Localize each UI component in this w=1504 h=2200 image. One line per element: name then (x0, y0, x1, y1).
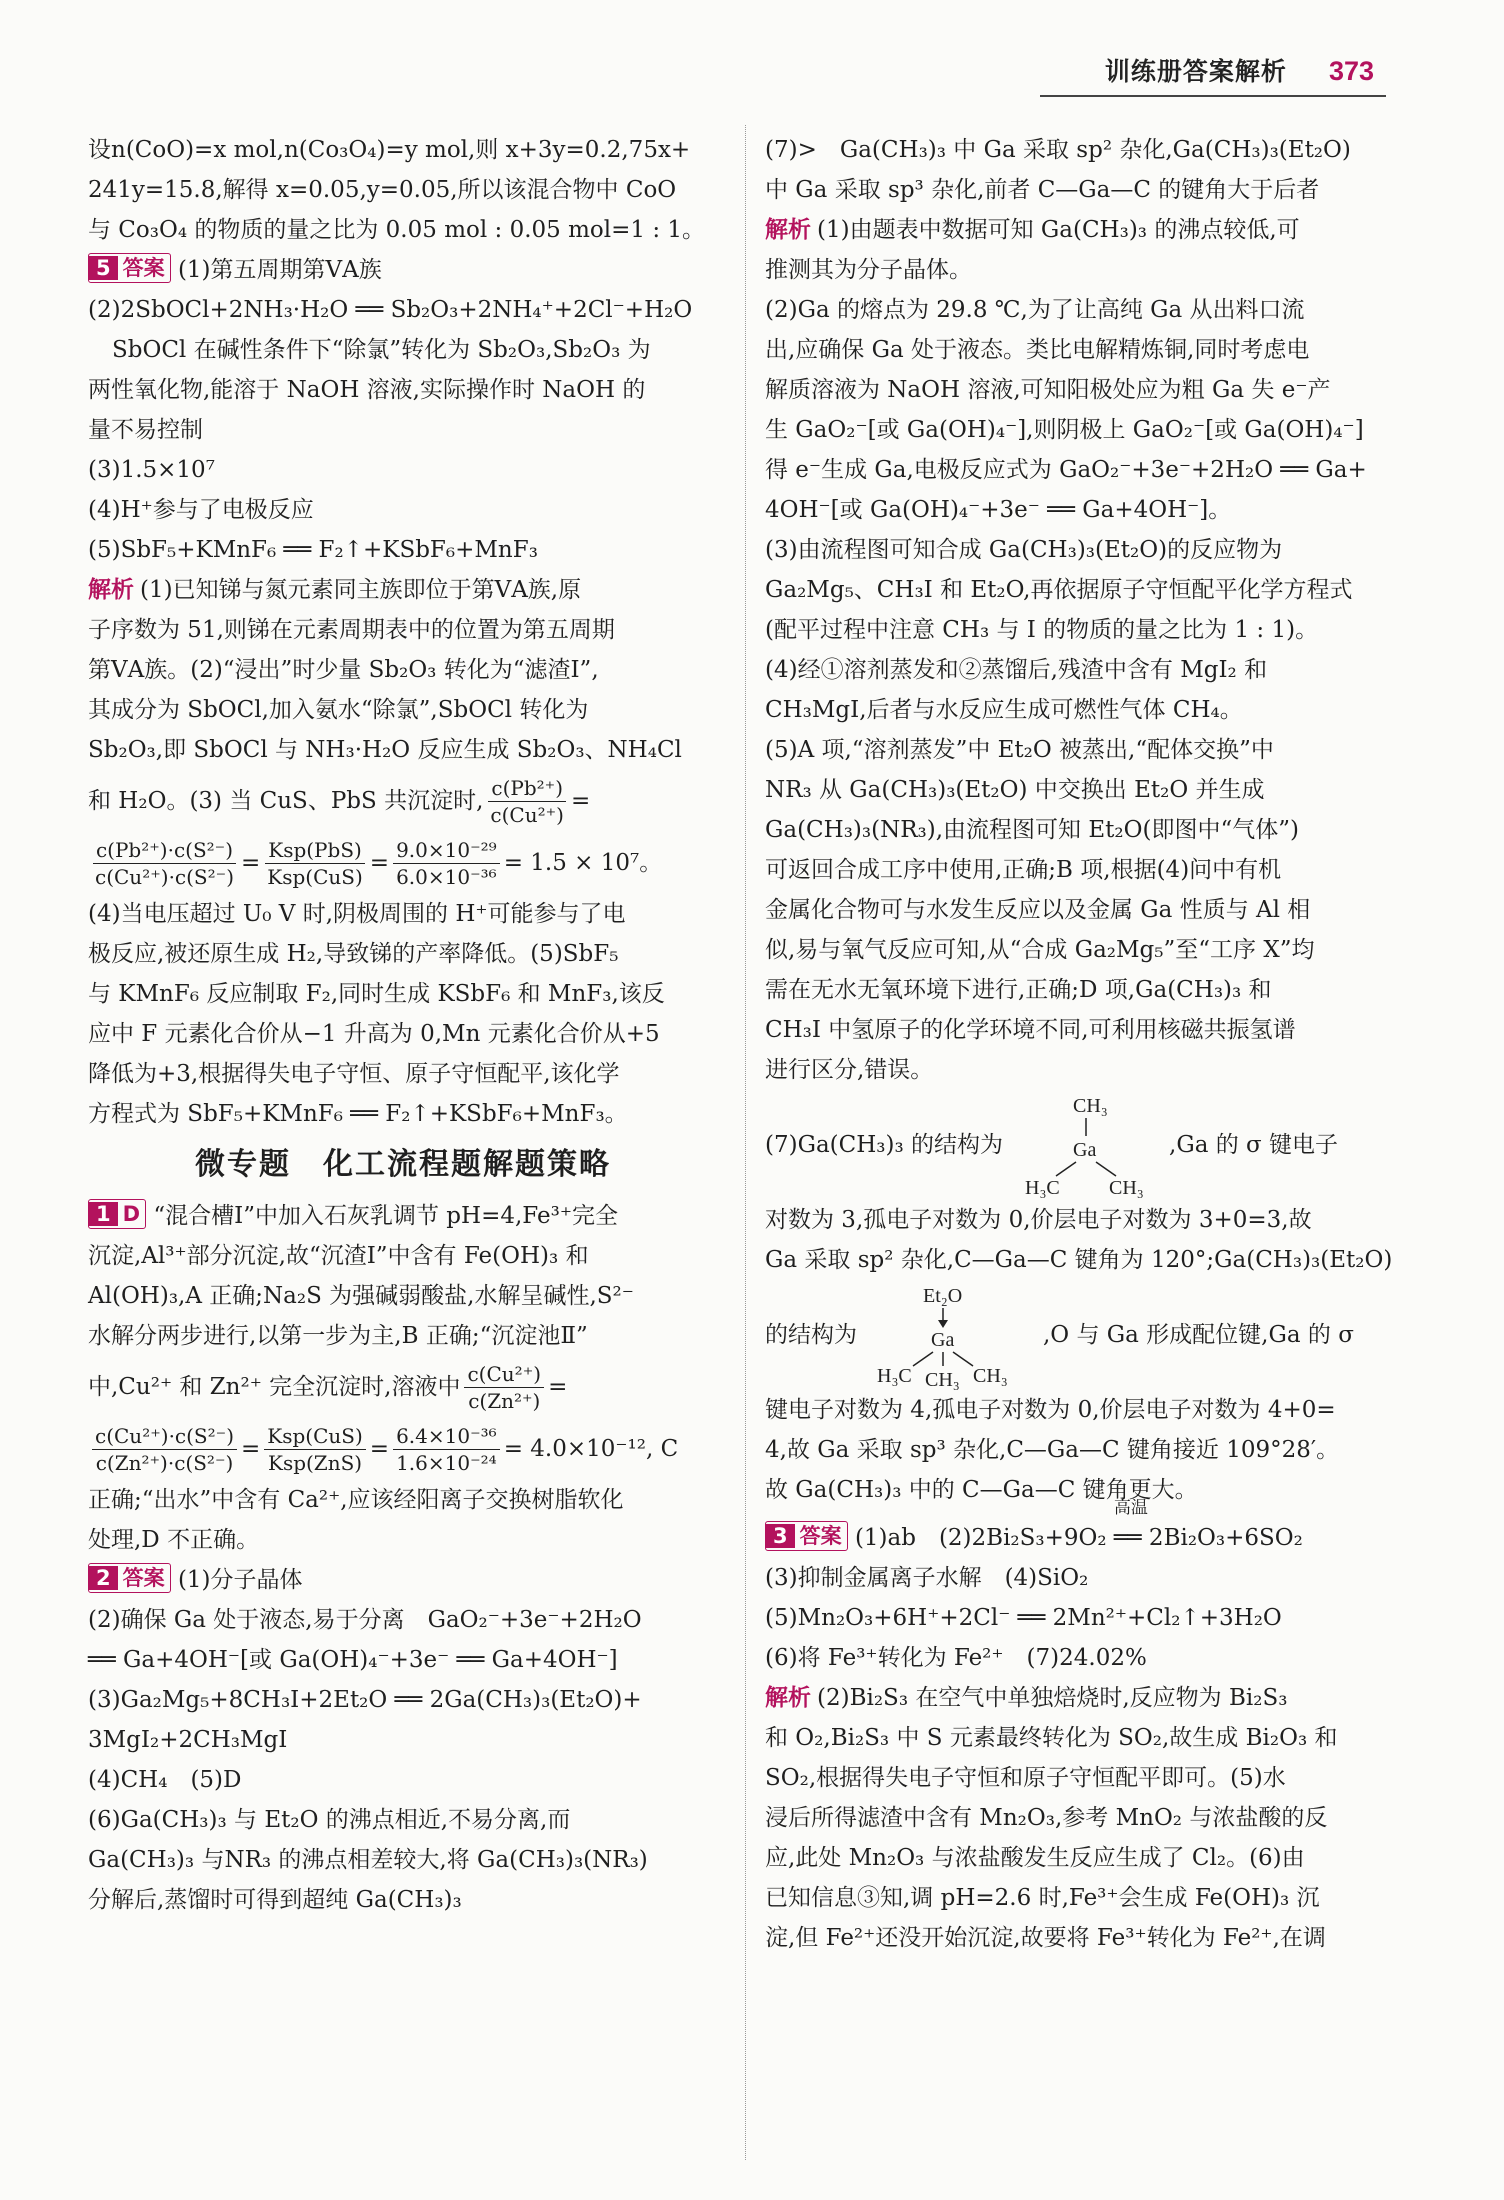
fraction: $\frac{\text{9.0×10⁻²⁹}}{\text{6.0×10⁻³⁶}}$ (393, 837, 500, 890)
text-line: CH₃I 中氢原子的化学环境不同,可利用核磁共振氢谱 (765, 1017, 1296, 1043)
text-line: (6)将 Fe³⁺转化为 Fe²⁺ (7)24.02% (765, 1645, 1147, 1671)
answer-5-line (88, 250, 718, 290)
structure-line-gaMe3-et2o: 的结构为 Et₂O Ga H₃C CH₃ CH₃ ,O 与 Ga 形成配位键,Ga 的 σ (765, 1280, 1395, 1390)
text-line: 第ⅤA族。(2)“浸出”时少量 Sb₂O₃ 转化为“滤渣Ⅰ”, (88, 657, 599, 683)
text-line: 与 KMnF₆ 反应制取 F₂,同时生成 KSbF₆ 和 MnF₃,该反 (88, 981, 665, 1007)
text-line: 与 Co₃O₄ 的物质的量之比为 0.05 mol : 0.05 mol=1 : 1。 (88, 217, 706, 243)
fraction-line: 和 H₂O。(3) 当 CuS、PbS 共沉淀时, $\frac{\text{c(Pb²⁺)}}{\text{c(Cu²⁺)}}$ = (88, 775, 591, 827)
text-line: 淀,但 Fe²⁺还没开始沉淀,故要将 Fe³⁺转化为 Fe²⁺,在调 (765, 1925, 1326, 1951)
header-rule (1040, 95, 1386, 97)
text-line: 键电子对数为 4,孤电子对数为 0,价层电子对数为 4+0= (765, 1397, 1336, 1423)
analysis-label: 解析 (88, 577, 134, 603)
question-1-line: 1 D “混合槽Ⅰ”中加入石灰乳调节 pH=4,Fe³⁺完全 (88, 1196, 718, 1236)
text-line: Al(OH)₃,A 正确;Na₂S 为强碱弱酸盐,水解呈碱性,S²⁻ (88, 1283, 634, 1309)
text-line: SO₂,根据得失电子守恒和原子守恒配平即可。(5)水 (765, 1765, 1286, 1791)
text-line: 和 O₂,Bi₂S₃ 中 S 元素最终转化为 SO₂,故生成 Bi₂O₃ 和 (765, 1725, 1338, 1751)
analysis-5-line: 解析 (1)已知锑与氮元素同主族即位于第ⅤA族,原 (88, 577, 582, 603)
text-line: (2)确保 Ga 处于液态,易于分离 GaO₂⁻+3e⁻+2H₂O (88, 1607, 642, 1633)
fraction-line: $\frac{\text{c(Pb²⁺)·c(S²⁻)}}{\text{c(Cu²⁺)·c(S²⁻)}}$ = $\frac{\text{Ksp(PbS)}}{\text{Ksp(CuS)}}$ = $\frac{\text{9.0×10⁻²⁹}}{\text{6.0×10⁻³⁶}}$ = 1.5 × 10⁷。 (88, 832, 718, 894)
text-line: 水解分两步进行,以第一步为主,B 正确;“沉淀池Ⅱ” (88, 1323, 588, 1349)
section-title: 微专题 化工流程题解题策略 (195, 1147, 611, 1182)
svg-text:CH₃: CH₃ (925, 1369, 960, 1391)
text-line: 故 Ga(CH₃)₃ 中的 C—Ga—C 键角更大。 (765, 1477, 1198, 1503)
text-line: (3)1.5×10⁷ (88, 457, 215, 483)
svg-text:H₃C: H₃C (1025, 1177, 1060, 1199)
svg-text:H₃C: H₃C (877, 1365, 912, 1387)
text-line: (4)H⁺参与了电极反应 (88, 497, 314, 523)
answer-3-line: 3 答案 (1)ab (2)2Bi₂S₃+9O₂ 高温 ══ 2Bi₂O₃+6SO₂ (765, 1518, 1395, 1558)
left-column (88, 130, 718, 1920)
text-line: Ga₂Mg₅、CH₃I 和 Et₂O,再依据原子守恒配平化学方程式 (765, 577, 1353, 603)
text-line: 生 GaO₂⁻[或 Ga(OH)₄⁻],则阴极上 GaO₂⁻[或 Ga(OH)₄⁻] (765, 417, 1364, 443)
structure-line-gaMe3: (7)Ga(CH₃)₃ 的结构为 CH₃ Ga H₃C CH₃ ,Ga 的 σ 键电子 (765, 1090, 1395, 1200)
fraction: $\frac{\text{c(Pb²⁺)·c(S²⁻)}}{\text{c(Cu²⁺)·c(S²⁻)}}$ (92, 837, 237, 890)
text-line: CH₃MgI,后者与水反应生成可燃性气体 CH₄。 (765, 697, 1243, 723)
svg-text:CH₃: CH₃ (1109, 1177, 1144, 1199)
right-column (765, 130, 1395, 1958)
text-line: Ga(CH₃)₃(NR₃),由流程图可知 Et₂O(即图中“气体”) (765, 817, 1299, 843)
text-line: 子序数为 51,则锑在元素周期表中的位置为第五周期 (88, 617, 615, 643)
analysis-label: 解析 (765, 1685, 811, 1711)
text-line: (2)2SbOCl+2NH₃·H₂O ══ Sb₂O₃+2NH₄⁺+2Cl⁻+H₂O (88, 297, 693, 323)
svg-text:CH₃: CH₃ (1073, 1095, 1108, 1117)
text-line: (5)SbF₅+KMnF₆ ══ F₂↑+KSbF₆+MnF₃ (88, 537, 538, 563)
text-line: Sb₂O₃,即 SbOCl 与 NH₃·H₂O 反应生成 Sb₂O₃、NH₄Cl (88, 737, 682, 763)
text-line: 其成分为 SbOCl,加入氨水“除氯”,SbOCl 转化为 (88, 697, 589, 723)
column-divider (745, 125, 746, 2160)
fraction-line: $\frac{\text{c(Cu²⁺)·c(S²⁻)}}{\text{c(Zn²⁺)·c(S²⁻)}}$ = $\frac{\text{Ksp(CuS)}}{\text{Ksp(ZnS)}}$ = $\frac{\text{6.4×10⁻³⁶}}{\text{1.6×10⁻²⁴}}$ = 4.0×10⁻¹², C (88, 1418, 718, 1480)
text-line: 推测其为分子晶体。 (765, 257, 972, 283)
svg-text:CH₃: CH₃ (973, 1365, 1008, 1387)
text-line: (4)当电压超过 U₀ V 时,阴极周围的 H⁺可能参与了电 (88, 901, 626, 927)
text-line: (1)第五周期第ⅤA族 (177, 257, 382, 283)
fraction: $\frac{\text{c(Pb²⁺)}}{\text{c(Cu²⁺)}}$ (487, 775, 567, 828)
text-line: 进行区分,错误。 (765, 1057, 934, 1083)
answer-badge: 3 答案 (765, 1521, 848, 1551)
answer-badge: 1 D (88, 1199, 146, 1229)
text-line: 对数为 3,孤电子对数为 0,价层电子对数为 3+0=3,故 (765, 1207, 1312, 1233)
analysis-label: 解析 (765, 217, 811, 243)
text-line: (3)由流程图可知合成 Ga(CH₃)₃(Et₂O)的反应物为 (765, 537, 1283, 563)
text-line: (5)Mn₂O₃+6H⁺+2Cl⁻ ══ 2Mn²⁺+Cl₂↑+3H₂O (765, 1605, 1282, 1631)
text-line: (7)> Ga(CH₃)₃ 中 Ga 采取 sp² 杂化,Ga(CH₃)₃(Et₂O) (765, 137, 1351, 163)
text-line: (5)A 项,“溶剂蒸发”中 Et₂O 被蒸出,“配体交换”中 (765, 737, 1274, 763)
text-line: (2)Ga 的熔点为 29.8 ℃,为了让高纯 Ga 从出料口流 (765, 297, 1305, 323)
text-line: NR₃ 从 Ga(CH₃)₃(Et₂O) 中交换出 Et₂O 并生成 (765, 777, 1265, 803)
text-line: 量不易控制 (88, 417, 203, 443)
analysis-2-line: 解析 (1)由题表中数据可知 Ga(CH₃)₃ 的沸点较低,可 (765, 217, 1300, 243)
text-line: 3MgI₂+2CH₃MgI (88, 1727, 288, 1753)
fraction-line: 中,Cu²⁺ 和 Zn²⁺ 完全沉淀时,溶液中 $\frac{\text{c(Cu²⁺)}}{\text{c(Zn²⁺)}}$ = (88, 1361, 568, 1413)
fraction: $\frac{\text{Ksp(CuS)}}{\text{Ksp(ZnS)}}$ (264, 1423, 366, 1476)
text-line: 分解后,蒸馏时可得到超纯 Ga(CH₃)₃ (88, 1887, 462, 1913)
text-line: (6)Ga(CH₃)₃ 与 Et₂O 的沸点相近,不易分离,而 (88, 1807, 571, 1833)
text-line: (4)经①溶剂蒸发和②蒸馏后,残渣中含有 MgI₂ 和 (765, 657, 1268, 683)
svg-text:Ga: Ga (1073, 1139, 1097, 1161)
text-line: (4)CH₄ (5)D (88, 1767, 242, 1793)
text-line: 浸后所得滤渣中含有 Mn₂O₃,参考 MnO₂ 与浓盐酸的反 (765, 1805, 1328, 1831)
page-number: 373 (1328, 56, 1374, 86)
text-line: 方程式为 SbF₅+KMnF₆ ══ F₂↑+KSbF₆+MnF₃。 (88, 1101, 628, 1127)
text-line: Ga(CH₃)₃ 与NR₃ 的沸点相差较大,将 Ga(CH₃)₃(NR₃) (88, 1847, 648, 1873)
page-header (1105, 52, 1374, 88)
header-title: 训练册答案解析 (1104, 57, 1287, 86)
text-line: 应中 F 元素化合价从−1 升高为 0,Mn 元素化合价从+5 (88, 1021, 660, 1047)
text-line: 可返回合成工序中使用,正确;B 项,根据(4)问中有机 (765, 857, 1282, 883)
text-line: 中 Ga 采取 sp³ 杂化,前者 C—Ga—C 的键角大于后者 (765, 177, 1320, 203)
text-line: 4,故 Ga 采取 sp³ 杂化,C—Ga—C 键角接近 109°28′。 (765, 1437, 1340, 1463)
text-line: 需在无水无氧环境下进行,正确;D 项,Ga(CH₃)₃ 和 (765, 977, 1272, 1003)
reaction-condition: 高温 ══ (1113, 1498, 1148, 1551)
text-line: 金属化合物可与水发生反应以及金属 Ga 性质与 Al 相 (765, 897, 1311, 923)
text-line: 处理,D 不正确。 (88, 1527, 260, 1553)
text-line: 两性氧化物,能溶于 NaOH 溶液,实际操作时 NaOH 的 (88, 377, 646, 403)
text-line: ══ Ga+4OH⁻[或 Ga(OH)₄⁻+3e⁻ ══ Ga+4OH⁻] (88, 1647, 618, 1673)
text-line: 已知信息③知,调 pH=2.6 时,Fe³⁺会生成 Fe(OH)₃ 沉 (765, 1885, 1320, 1911)
text-line: 应,此处 Mn₂O₃ 与浓盐酸发生反应生成了 Cl₂。(6)由 (765, 1845, 1305, 1871)
text-line: 正确;“出水”中含有 Ca²⁺,应该经阳离子交换树脂软化 (88, 1487, 624, 1513)
ga-ch3-3-et2o-structure (875, 1282, 1025, 1391)
text-line: 似,易与氧气反应可知,从“合成 Ga₂Mg₅”至“工序 X”均 (765, 937, 1315, 963)
answer-badge: 2 答案 (88, 1563, 171, 1593)
fraction: $\frac{\text{c(Cu²⁺)·c(S²⁻)}}{\text{c(Zn²⁺)·c(S²⁻)}}$ (92, 1423, 237, 1476)
analysis-3-line: 解析 (2)Bi₂S₃ 在空气中单独焙烧时,反应物为 Bi₂S₃ (765, 1685, 1288, 1711)
svg-text:Et₂O: Et₂O (923, 1285, 963, 1307)
text-line: 极反应,被还原生成 H₂,导致锑的产率降低。(5)SbF₅ (88, 941, 619, 967)
fraction: $\frac{\text{c(Cu²⁺)}}{\text{c(Zn²⁺)}}$ (464, 1361, 544, 1414)
svg-text:Ga: Ga (931, 1329, 955, 1351)
answer-badge: 5 答案 (88, 253, 171, 283)
text-line: 出,应确保 Ga 处于液态。类比电解精炼铜,同时考虑电 (765, 337, 1310, 363)
text-line: 241y=15.8,解得 x=0.05,y=0.05,所以该混合物中 CoO (88, 177, 677, 203)
text-line: 设n(CoO)=x mol,n(Co₃O₄)=y mol,则 x+3y=0.2,75x+ (88, 137, 691, 163)
text-line: 降低为+3,根据得失电子守恒、原子守恒配平,该化学 (88, 1061, 620, 1087)
ga-ch3-3-structure (1021, 1092, 1151, 1198)
text-line: SbOCl 在碱性条件下“除氯”转化为 Sb₂O₃,Sb₂O₃ 为 (112, 337, 651, 363)
fraction: $\frac{\text{6.4×10⁻³⁶}}{\text{1.6×10⁻²⁴}}$ (393, 1423, 500, 1476)
text-line: 得 e⁻生成 Ga,电极反应式为 GaO₂⁻+3e⁻+2H₂O ══ Ga+ (765, 457, 1367, 483)
text-line: Ga 采取 sp² 杂化,C—Ga—C 键角为 120°;Ga(CH₃)₃(Et₂O) (765, 1247, 1393, 1273)
text-line: (3)Ga₂Mg₅+8CH₃I+2Et₂O ══ 2Ga(CH₃)₃(Et₂O)+ (88, 1687, 642, 1713)
text-line: 解质溶液为 NaOH 溶液,可知阳极处应为粗 Ga 失 e⁻产 (765, 377, 1331, 403)
text-line: (配平过程中注意 CH₃ 与 I 的物质的量之比为 1 : 1)。 (765, 617, 1319, 643)
answer-2-line: 2 答案 (1)分子晶体 (88, 1560, 718, 1600)
text-line: (3)抑制金属离子水解 (4)SiO₂ (765, 1565, 1089, 1591)
text-line: 4OH⁻[或 Ga(OH)₄⁻+3e⁻ ══ Ga+4OH⁻]。 (765, 497, 1232, 523)
text-line: 沉淀,Al³⁺部分沉淀,故“沉渣Ⅰ”中含有 Fe(OH)₃ 和 (88, 1243, 589, 1269)
fraction: $\frac{\text{Ksp(PbS)}}{\text{Ksp(CuS)}}$ (264, 837, 366, 890)
